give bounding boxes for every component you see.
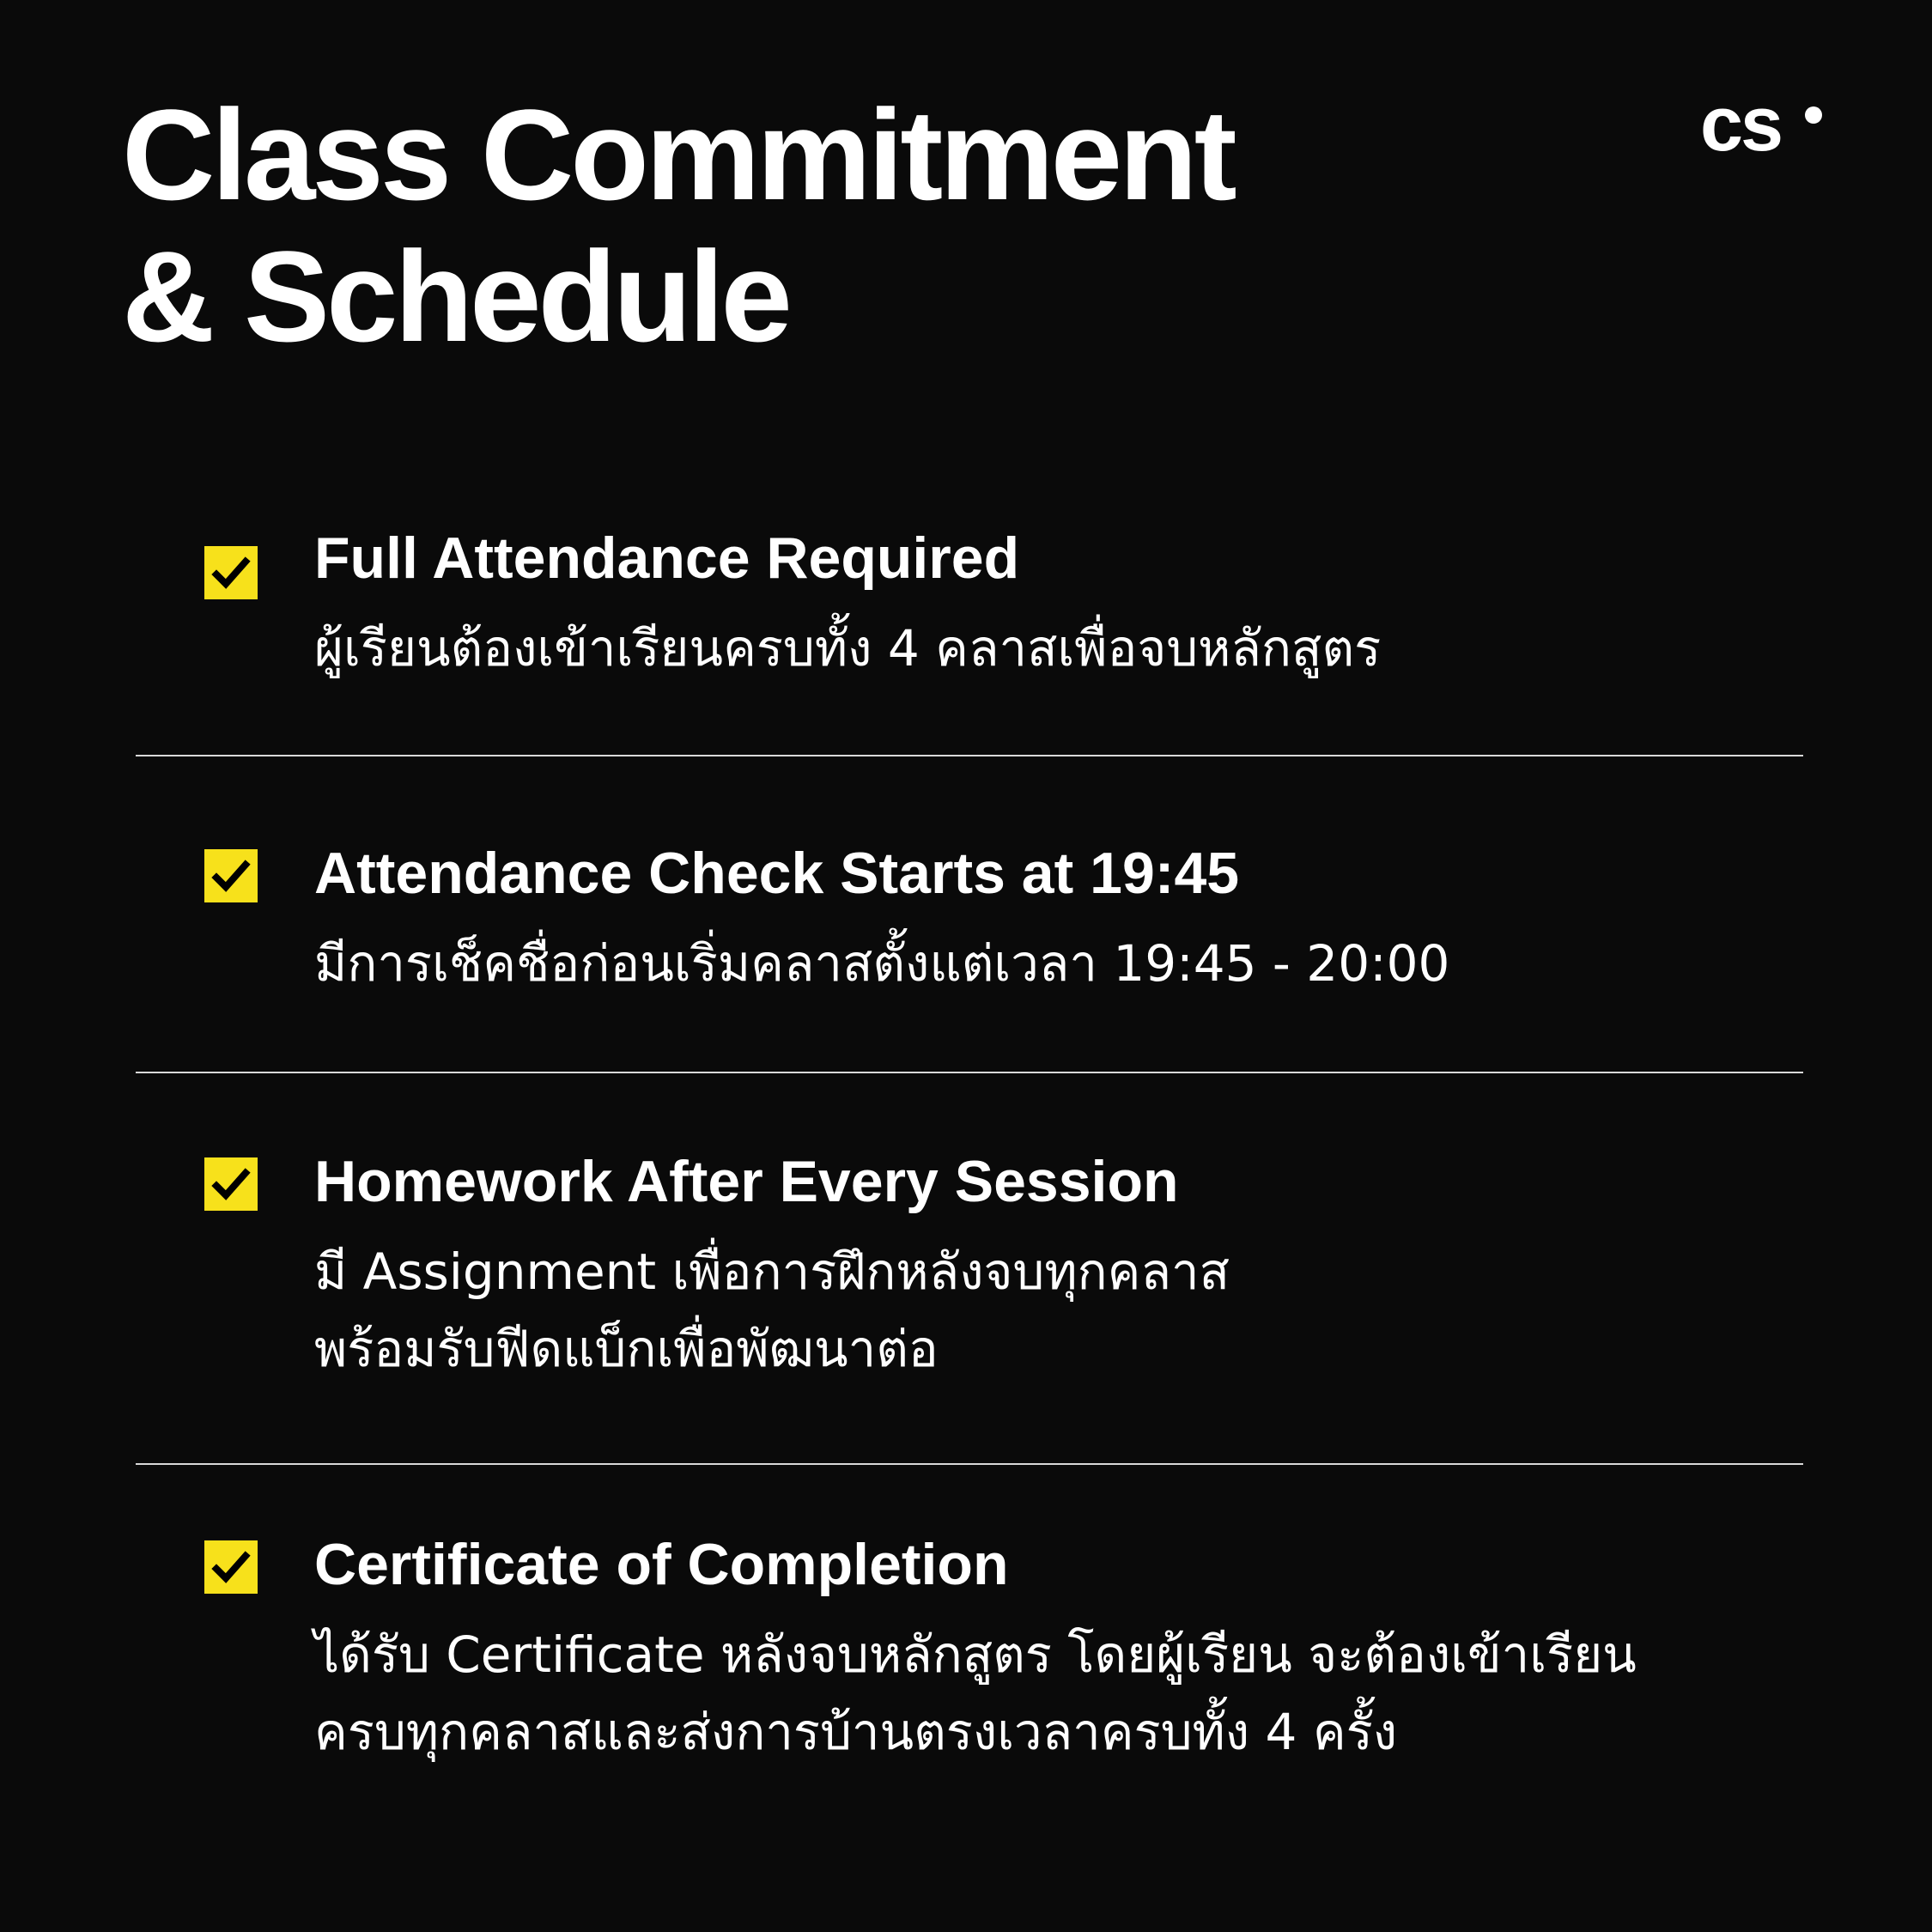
page-title-line-2: & Schedule [122,224,789,368]
item-title: Attendance Check Starts at 19:45 [314,841,1240,906]
item-description-line: ได้รับ Certificate หลังจบหลักสูตร โดยผู้เรียน จะต้องเข้าเรียน [314,1625,1637,1684]
item-description [314,1233,1230,1388]
item-description-line: พร้อมรับฟีดแบ็กเพื่อพัฒนาต่อ [314,1320,939,1378]
checkbox-checked-icon [204,546,258,599]
checkbox-checked-icon [204,1540,258,1594]
item-title: Homework After Every Session [314,1149,1179,1214]
checkbox-checked-icon [204,1157,258,1211]
svg-text:cs: cs [1700,86,1782,163]
item-description-line: ผู้เรียนต้องเข้าเรียนครบทั้ง 4 คลาสเพื่อจบหลักสูตร [314,619,1382,677]
item-description [314,610,1381,687]
divider [136,755,1803,756]
page-title-line-1: Class Commitment [122,82,1234,227]
item-description [314,1616,1637,1771]
item-description-line: มี Assignment เพื่อการฝึกหลังจบทุกคลาส [314,1242,1230,1301]
item-description-line: มีการเช็คชื่อก่อนเริ่มคลาสตั้งแต่เวลา 19:45 - 20:00 [314,934,1450,993]
item-title: Certificate of Completion [314,1532,1009,1597]
item-description [314,925,1449,1002]
item-title: Full Attendance Required [314,526,1020,591]
checkbox-checked-icon [204,849,258,902]
divider [136,1463,1803,1465]
item-description-line: ครบทุกคลาสและส่งการบ้านตรงเวลาครบทั้ง 4 ครั้ง [314,1703,1398,1761]
divider [136,1072,1803,1073]
